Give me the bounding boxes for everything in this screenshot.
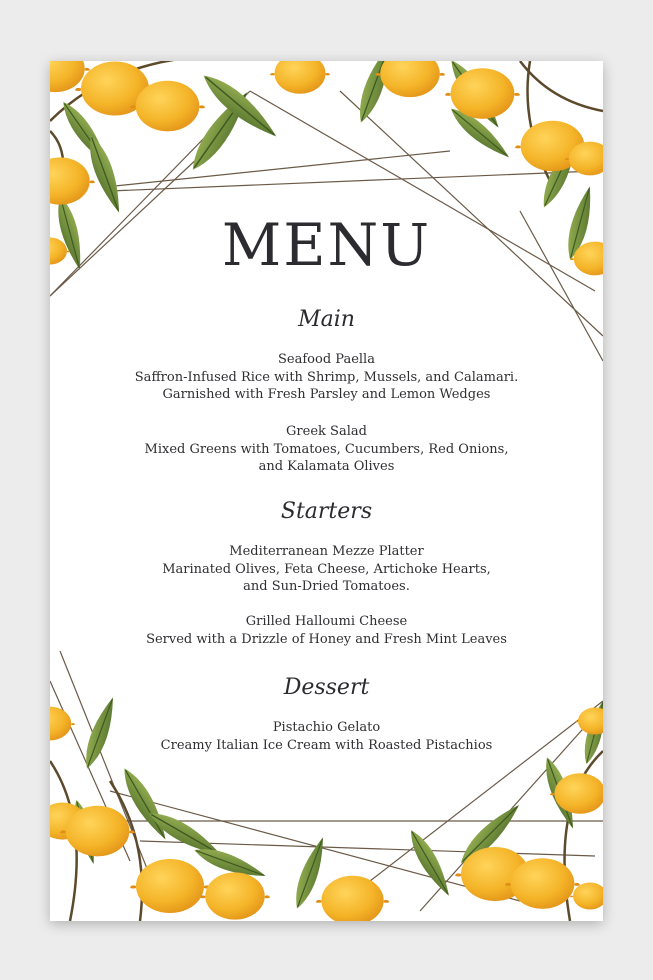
lemon-branch-decoration	[50, 61, 603, 921]
item-name: Grilled Halloumi Cheese	[245, 614, 408, 629]
item-description-line: Saffron-Infused Rice with Shrimp, Mussels, and Calamari.	[134, 369, 519, 385]
item-description-line: and Sun-Dried Tomatoes.	[243, 579, 410, 594]
item-description-line: Creamy Italian Ice Cream with Roasted Pistachios	[160, 737, 493, 753]
item-description-line: Marinated Olives, Feta Cheese, Artichoke Hearts,	[162, 561, 491, 577]
menu-item-mezze-platter	[70, 543, 583, 596]
menu-item-seafood-paella	[70, 351, 583, 404]
item-name: Pistachio Gelato	[272, 720, 381, 735]
item-name: Greek Salad	[286, 424, 367, 439]
section-heading-dessert: Dessert	[283, 675, 370, 700]
menu-item-pistachio-gelato	[70, 719, 583, 754]
item-description-line: Garnished with Fresh Parsley and Lemon Wedges	[162, 387, 491, 402]
menu-item-greek-salad	[70, 423, 583, 476]
item-description-line: Served with a Drizzle of Honey and Fresh Mint Leaves	[146, 631, 507, 647]
item-description-line: and Kalamata Olives	[258, 459, 395, 474]
item-name: Mediterranean Mezze Platter	[229, 544, 424, 559]
menu-item-halloumi	[70, 613, 583, 648]
item-description-line: Mixed Greens with Tomatoes, Cucumbers, Red Onions,	[144, 441, 509, 457]
section-heading-main: Main	[298, 307, 355, 332]
menu-card	[50, 61, 603, 921]
section-heading-starters: Starters	[280, 499, 373, 524]
item-name: Seafood Paella	[278, 352, 375, 367]
menu-title: MENU	[221, 211, 432, 279]
